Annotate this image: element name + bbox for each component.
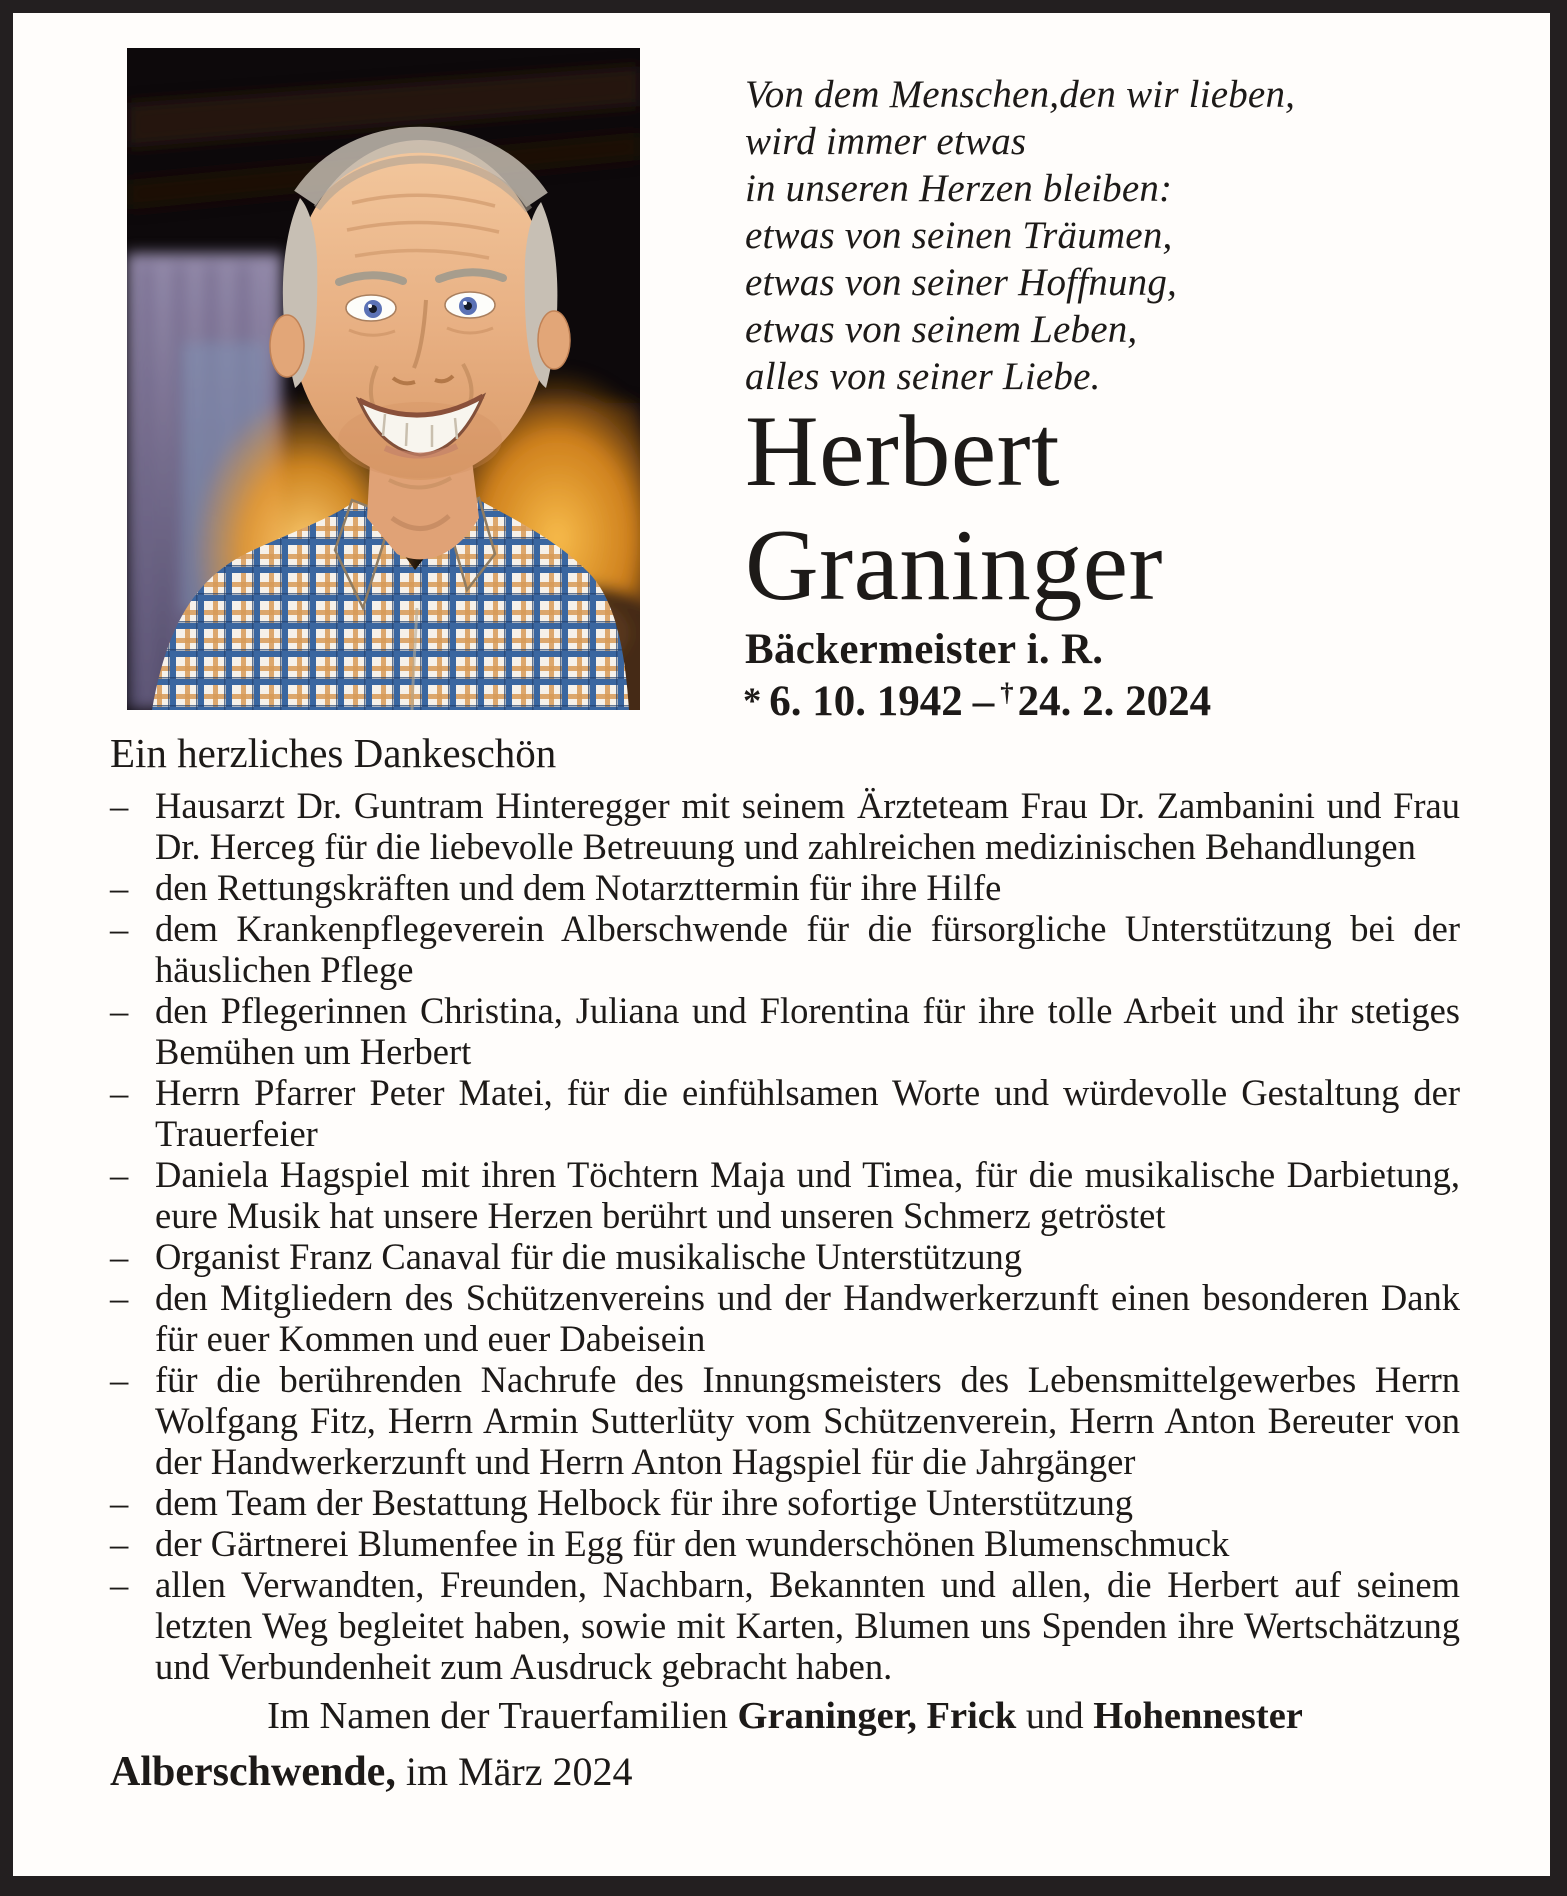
life-dates bbox=[743, 677, 1211, 726]
thanks-heading: Ein herzliches Dankeschön bbox=[110, 730, 557, 776]
profession-title: Bäckermeister i. R. bbox=[745, 626, 1104, 673]
list-item-text: den Pflegerinnen Christina, Juliana und Florentina für ihre tolle Arbeit und ihr stetiges Bemühen um Herbert bbox=[155, 990, 1460, 1072]
poem-line: Von dem Menschen,den wir lieben, bbox=[745, 73, 1296, 116]
dash-bullet: – bbox=[110, 867, 129, 908]
list-item-text: allen Verwandten, Freunden, Nachbarn, Bekannten und allen, die Herbert auf seinem letzten Weg begleitet haben, sowie mit Karten, Blumen uns Spenden ihre Wertschätzung und Verbundenheit zum Ausdruck gebracht haben. bbox=[155, 1564, 1460, 1687]
list-item bbox=[110, 1154, 1460, 1236]
dash-bullet: – bbox=[110, 1072, 129, 1113]
birth-star-icon: * bbox=[743, 680, 762, 721]
dates-separator: – bbox=[972, 678, 995, 725]
date-text: im März 2024 bbox=[405, 1749, 633, 1794]
list-item bbox=[110, 1277, 1460, 1359]
poem-line: in unseren Herzen bleiben: bbox=[745, 167, 1173, 210]
header-section bbox=[13, 13, 1550, 725]
list-item bbox=[110, 1072, 1460, 1154]
list-item-text: Hausarzt Dr. Guntram Hinteregger mit seinem Ärzteteam Frau Dr. Zambanini und Frau Dr. Herceg für die liebevolle Betreuung und zahlreichen medizinischen Behandlungen bbox=[155, 785, 1460, 867]
list-item bbox=[110, 1564, 1460, 1687]
dash-bullet: – bbox=[110, 1277, 129, 1318]
list-item-text: der Gärtnerei Blumenfee in Egg für den wunderschönen Blumenschmuck bbox=[155, 1523, 1230, 1564]
family-names-primary: Graninger, Frick bbox=[737, 1695, 1017, 1737]
thanks-list bbox=[110, 785, 1460, 1687]
dash-bullet: – bbox=[110, 908, 129, 949]
list-item bbox=[110, 1359, 1460, 1482]
death-date: 24. 2. 2024 bbox=[1017, 678, 1212, 725]
list-item-text: dem Team der Bestattung Helbock für ihre sofortige Unterstützung bbox=[155, 1482, 1133, 1523]
birth-date: 6. 10. 1942 bbox=[769, 678, 963, 725]
list-item-text: dem Krankenpflegeverein Alberschwende für die fürsorgliche Unterstützung bei der häuslichen Pflege bbox=[155, 908, 1460, 990]
dash-bullet: – bbox=[110, 1154, 129, 1195]
poem-line: etwas von seinem Leben, bbox=[745, 308, 1138, 351]
list-item bbox=[110, 1236, 1460, 1277]
list-item bbox=[110, 867, 1460, 908]
dash-bullet: – bbox=[110, 990, 129, 1031]
list-item bbox=[110, 908, 1460, 990]
portrait-photo bbox=[127, 48, 640, 710]
list-item-text: den Rettungskräften und dem Notarzttermin für ihre Hilfe bbox=[155, 867, 1002, 908]
list-item-text: Herrn Pfarrer Peter Matei, für die einfühlsamen Worte und würdevolle Gestaltung der Trauerfeier bbox=[155, 1072, 1460, 1154]
dash-bullet: – bbox=[110, 1564, 129, 1605]
list-item bbox=[110, 990, 1460, 1072]
deceased-last-name: Graninger bbox=[745, 509, 1163, 622]
deceased-first-name: Herbert bbox=[745, 395, 1060, 508]
family-line-conjunction: und bbox=[1025, 1695, 1084, 1737]
place-date-line bbox=[110, 1749, 1460, 1795]
list-item-text: Daniela Hagspiel mit ihren Töchtern Maja und Timea, für die musikalische Darbietung, eure Musik hat unsere Herzen berührt und unseren Schmerz getröstet bbox=[155, 1154, 1460, 1236]
list-item-text: den Mitgliedern des Schützenvereins und der Handwerkerzunft einen besonderen Dank für euer Kommen und euer Dabeisein bbox=[155, 1277, 1460, 1359]
list-item-text: Organist Franz Canaval für die musikalische Unterstützung bbox=[155, 1236, 1022, 1277]
list-item bbox=[110, 1482, 1460, 1523]
poem-line: etwas von seiner Hoffnung, bbox=[745, 261, 1177, 304]
list-item bbox=[110, 785, 1460, 867]
list-item bbox=[110, 1523, 1460, 1564]
memorial-poem bbox=[745, 71, 1295, 400]
dash-bullet: – bbox=[110, 785, 129, 826]
list-item-text: für die berührenden Nachrufe des Innungsmeisters des Lebensmittelgewerbes Herrn Wolfgang Fitz, Herrn Armin Sutterlüty vom Schützenverein, Herrn Anton Bereuter von der Handwerkerzunft und Herrn Anton Hagspiel für die Jahrgänger bbox=[155, 1359, 1460, 1482]
deceased-name bbox=[745, 395, 1163, 623]
poem-line: alles von seiner Liebe. bbox=[745, 355, 1101, 398]
dash-bullet: – bbox=[110, 1236, 129, 1277]
family-line-prefix: Im Namen der Trauerfamilien bbox=[267, 1695, 728, 1737]
place-name: Alberschwende, bbox=[110, 1749, 396, 1795]
family-names-secondary: Hohennester bbox=[1093, 1695, 1303, 1737]
dash-bullet: – bbox=[110, 1482, 129, 1523]
dash-bullet: – bbox=[110, 1523, 129, 1564]
poem-line: wird immer etwas bbox=[745, 120, 1027, 163]
family-line bbox=[110, 1693, 1460, 1739]
poem-line: etwas von seinen Träumen, bbox=[745, 214, 1173, 257]
dash-bullet: – bbox=[110, 1359, 129, 1400]
death-cross-icon: † bbox=[1000, 677, 1014, 707]
